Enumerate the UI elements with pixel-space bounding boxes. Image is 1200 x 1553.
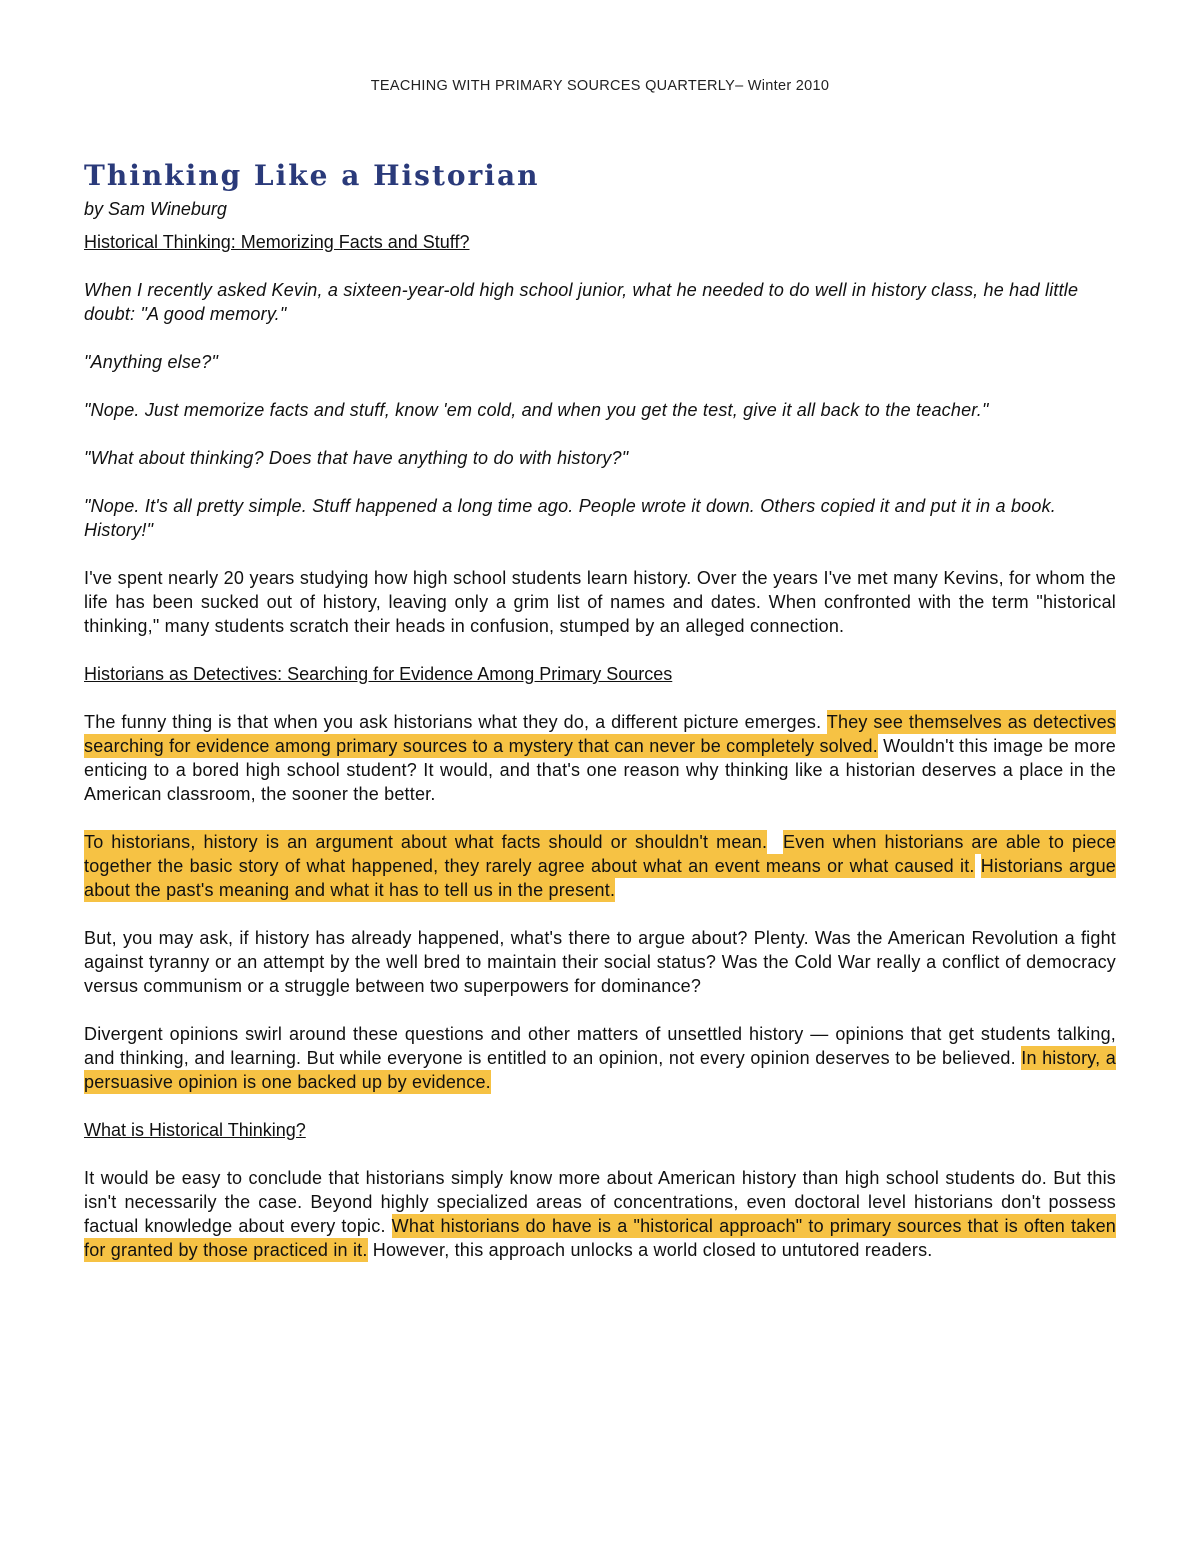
highlighted-text: Even when historians are able to piece together the basic story of what happened, they rarely agree about what an event means or what caused it. (84, 832, 1117, 876)
body-paragraph (84, 1166, 1116, 1262)
body-text: It would be easy to conclude that historians simply know more about American history than high school students do. But this isn't necessarily the case. Beyond highly specialized areas of concentrations, even doctoral level historians don't possess factual knowledge about every topic. (84, 1168, 1116, 1236)
highlighted-text: Historians argue about the past's meaning and what it has to tell us in the present. (84, 856, 1116, 900)
body-paragraph: But, you may ask, if history has already happened, what's there to argue about? Plenty. Was the American Revolution a fight against tyranny or an attempt by the well bred to maintain their social status? Was the Cold War really a conflict of democracy versus communism or a struggle between two superpowers for dominance? (84, 928, 1116, 996)
body-paragraph (84, 1022, 1116, 1094)
interview-paragraph: "Nope. It's all pretty simple. Stuff happened a long time ago. People wrote it down. Others copied it and put it in a book. History!" (84, 496, 1056, 540)
section-heading-memorizing: Historical Thinking: Memorizing Facts and Stuff? (84, 232, 470, 252)
highlighted-text: In history, a persuasive opinion is one backed up by evidence. (84, 1048, 1117, 1092)
interview-paragraph: "Anything else?" (84, 352, 219, 372)
body-text: However, this approach unlocks a world closed to untutored readers. (367, 1240, 933, 1260)
running-header: TEACHING WITH PRIMARY SOURCES QUARTERLY– Winter 2010 (370, 78, 830, 94)
highlighted-text: To historians, history is an argument about what facts should or shouldn't mean. (84, 832, 768, 852)
section-heading-detectives: Historians as Detectives: Searching for Evidence Among Primary Sources (84, 664, 673, 684)
article-body (84, 158, 1116, 1262)
body-paragraph (84, 830, 1116, 902)
section-heading-what-is: What is Historical Thinking? (84, 1120, 306, 1140)
body-paragraph (84, 710, 1116, 806)
highlighted-text: What historians do have is a "historical approach" to primary sources that is often taken for granted by those practiced in it. (84, 1216, 1116, 1260)
article-title: Thinking Like a Historian (84, 159, 540, 192)
article-byline: by Sam Wineburg (84, 199, 227, 219)
highlighted-text: They see themselves as detectives searching for evidence among primary sources to a mystery that can never be completely solved. (84, 712, 1116, 756)
interview-paragraph: "What about thinking? Does that have anything to do with history?" (84, 448, 629, 468)
interview-paragraph: "Nope. Just memorize facts and stuff, know 'em cold, and when you get the test, give it all back to the teacher." (84, 400, 989, 420)
body-text: Wouldn't this image be more enticing to a bored high school student? It would, and that's one reason why thinking like a historian deserves a place in the American classroom, the sooner the better. (84, 736, 1116, 804)
body-text: The funny thing is that when you ask historians what they do, a different picture emerges. (84, 712, 827, 732)
body-paragraph: I've spent nearly 20 years studying how high school students learn history. Over the years I've met many Kevins, for whom the life has been sucked out of history, leaving only a grim list of names and dates. When confronted with the term "historical thinking," many students scratch their heads in confusion, stumped by an alleged connection. (84, 568, 1116, 636)
body-text: Divergent opinions swirl around these questions and other matters of unsettled history — opinions that get students talking, and thinking, and learning. But while everyone is entitled to an opinion, not every opinion deserves to be believed. (84, 1024, 1116, 1068)
interview-paragraph: When I recently asked Kevin, a sixteen-year-old high school junior, what he needed to do well in history class, he had little doubt: "A good memory." (84, 280, 1079, 324)
